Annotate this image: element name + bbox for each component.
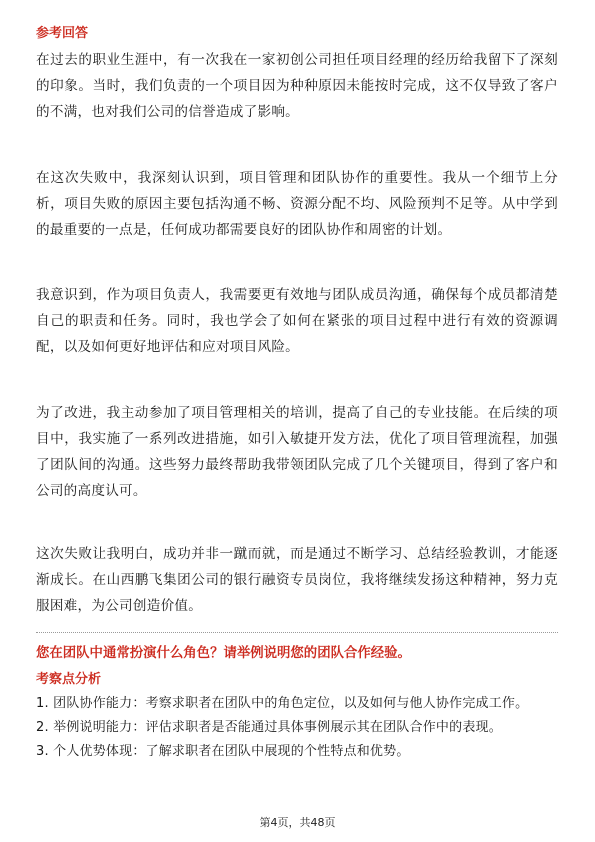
answer-heading: 参考回答 — [36, 26, 89, 41]
analysis-points — [36, 692, 558, 764]
answer-paragraph: 在过去的职业生涯中，有一次我在一家初创公司担任项目经理的经历给我留下了深刻的印象。当时，我们负责的一个项目因为种种原因未能按时完成，这不仅导致了客户的不满，也对我们公司的信誉造成了影响。 — [36, 52, 558, 120]
page-number: 第4页，共48页 — [259, 816, 336, 829]
list-item: 2. 举例说明能力：评估求职者是否能通过具体事例展示其在团队合作中的表现。 — [36, 720, 502, 735]
answer-paragraph: 我意识到，作为项目负责人，我需要更有效地与团队成员沟通，确保每个成员都清楚自己的职责和任务。同时，我也学会了如何在紧张的项目过程中进行有效的资源调配，以及如何更好地评估和应对项目风险。 — [36, 287, 558, 355]
section-divider — [36, 632, 558, 633]
analysis-heading: 考察点分析 — [36, 672, 102, 687]
list-item: 1. 团队协作能力：考察求职者在团队中的角色定位，以及如何与他人协作完成工作。 — [36, 696, 529, 711]
answer-paragraph: 为了改进，我主动参加了项目管理相关的培训，提高了自己的专业技能。在后续的项目中，我实施了一系列改进措施，如引入敏捷开发方法，优化了项目管理流程，加强了团队间的沟通。这些努力最终帮助我带领团队完成了几个关键项目，得到了客户和公司的高度认可。 — [36, 405, 558, 499]
question-text: 您在团队中通常扮演什么角色？请举例说明您的团队合作经验。 — [36, 646, 411, 661]
answer-paragraph: 这次失败让我明白，成功并非一蹴而就，而是通过不断学习、总结经验教训，才能逐渐成长。在山西鹏飞集团公司的银行融资专员岗位，我将继续发扬这种精神，努力克服困难，为公司创造价值。 — [36, 546, 558, 614]
list-item: 3. 个人优势体现：了解求职者在团队中展现的个性特点和优势。 — [36, 744, 410, 759]
answer-paragraph: 在这次失败中，我深刻认识到，项目管理和团队协作的重要性。我从一个细节上分析，项目失败的原因主要包括沟通不畅、资源分配不均、风险预判不足等。从中学到的最重要的一点是，任何成功都需要良好的团队协作和周密的计划。 — [36, 170, 558, 238]
